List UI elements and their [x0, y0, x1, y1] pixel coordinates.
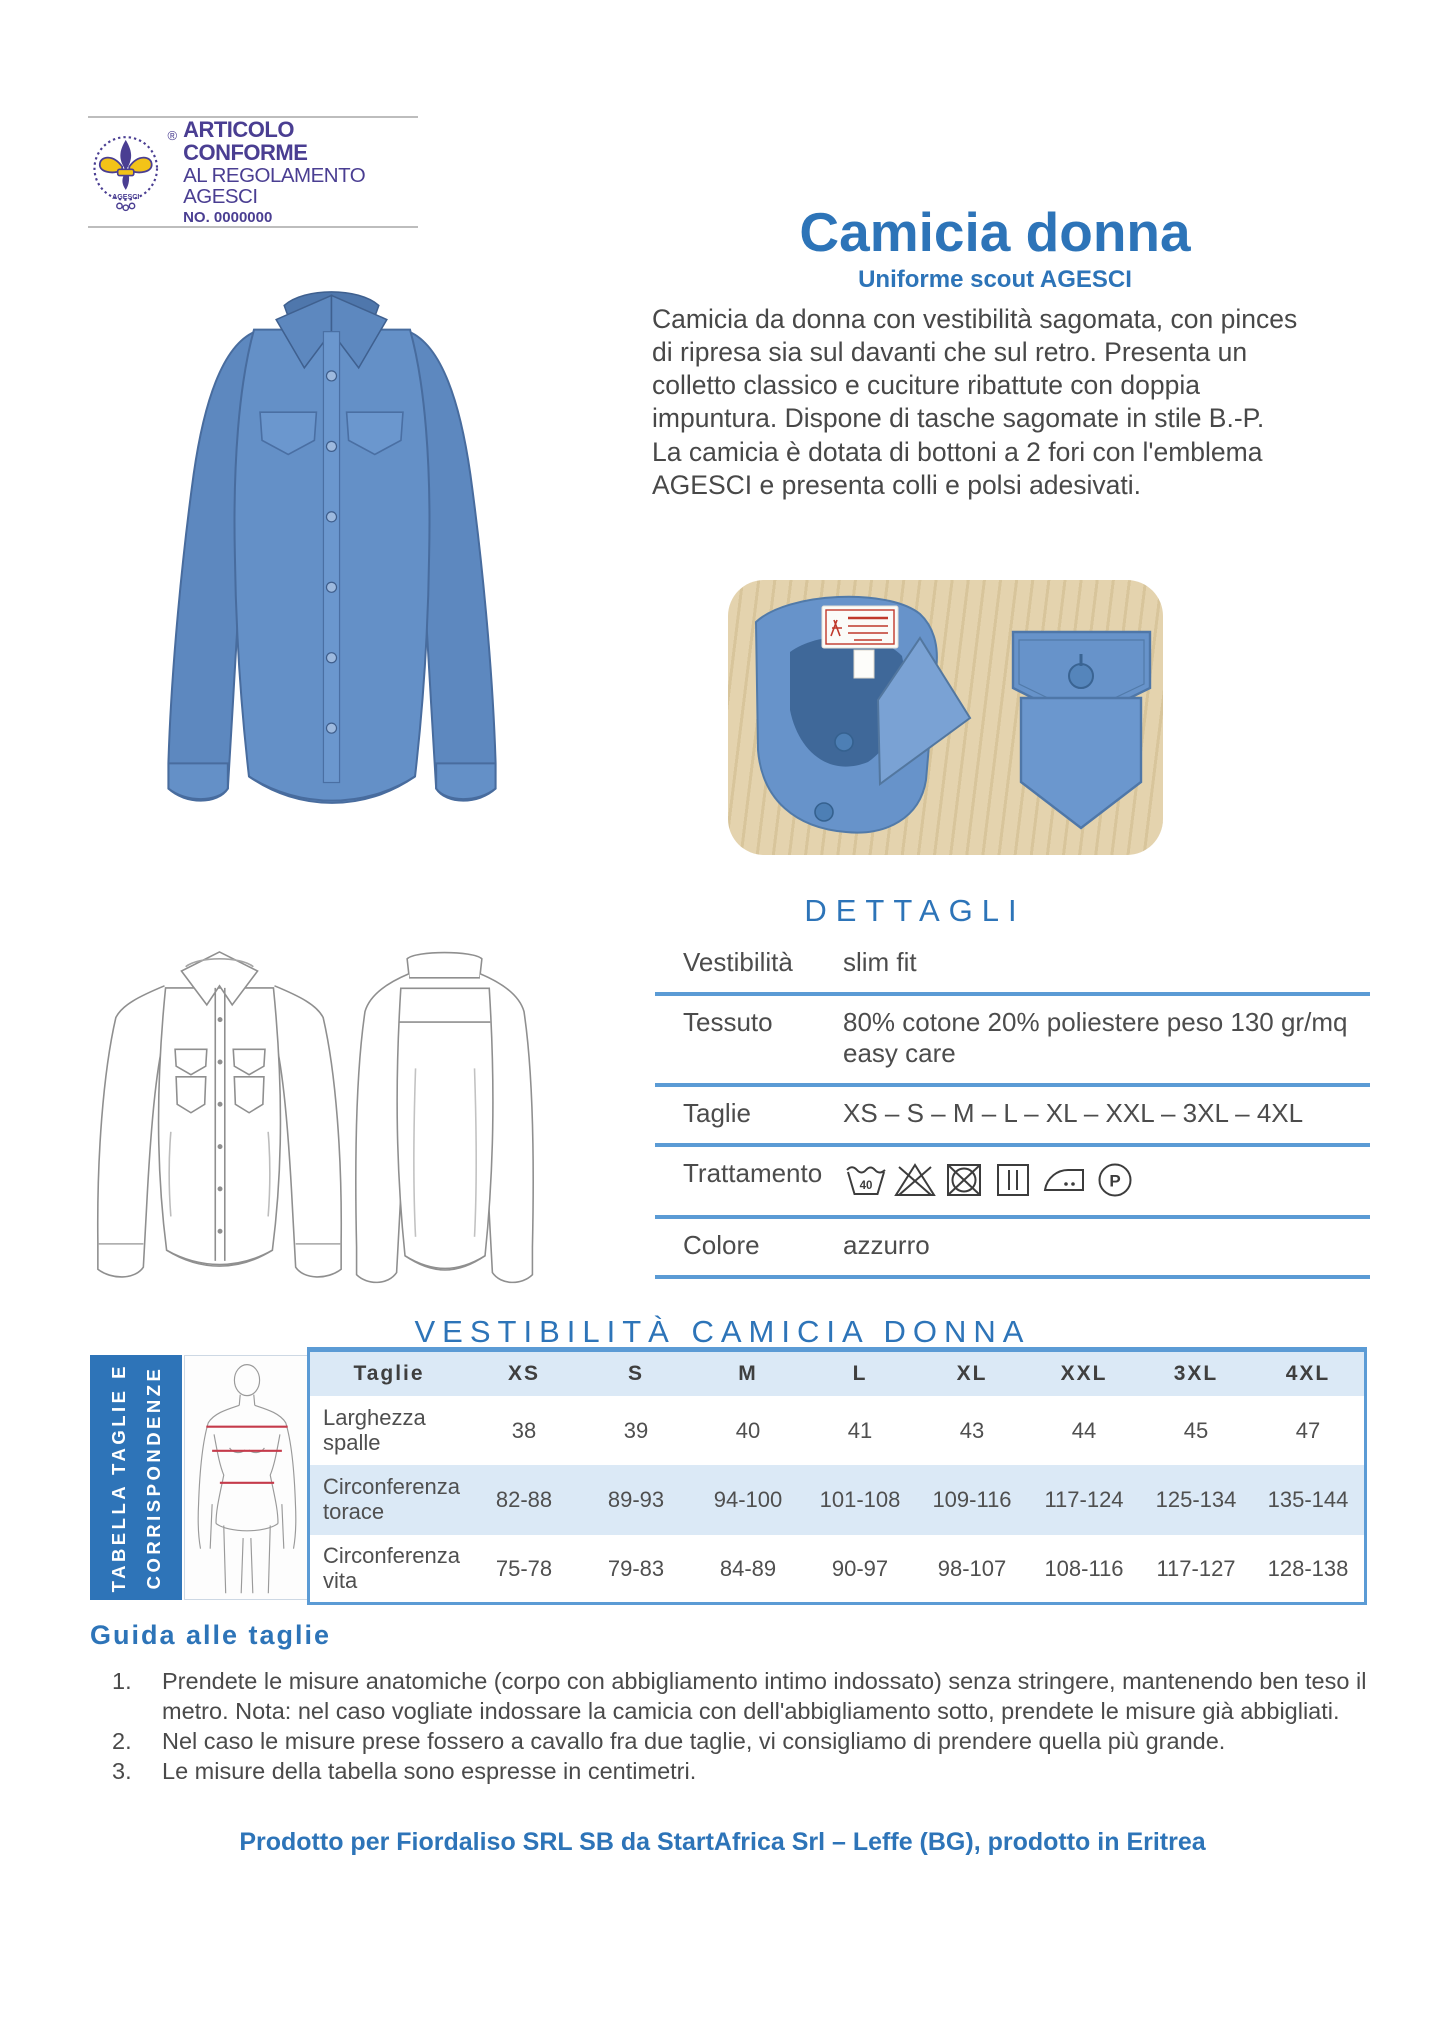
certification-text	[183, 118, 416, 226]
size-guide-item	[112, 1756, 1370, 1786]
details-row-taglie	[655, 1087, 1370, 1147]
details-label: Colore	[683, 1229, 760, 1260]
details-value: slim fit	[843, 947, 917, 977]
size-value: 108-116	[1028, 1535, 1140, 1602]
size-value: 79-83	[580, 1535, 692, 1602]
size-value: 38	[468, 1396, 580, 1465]
size-value: 43	[916, 1396, 1028, 1465]
drip-dry-icon	[990, 1158, 1036, 1202]
certification-box	[88, 116, 418, 228]
details-label: Vestibilità	[683, 947, 793, 977]
iron-icon	[1039, 1158, 1089, 1202]
list-number: 1.	[112, 1668, 132, 1694]
details-table	[655, 936, 1370, 1279]
list-text: Nel caso le misure prese fossero a cavallo fra due taglie, vi consigliamo di prendere quella più grande.	[162, 1728, 1226, 1755]
certification-line2: AL REGOLAMENTO AGESCI	[183, 163, 366, 209]
size-value: 98-107	[916, 1535, 1028, 1602]
size-col-header: XXL	[1028, 1352, 1140, 1396]
size-value: 125-134	[1140, 1465, 1252, 1535]
size-value: 82-88	[468, 1465, 580, 1535]
size-value: 75-78	[468, 1535, 580, 1602]
sidebar-vertical-label	[101, 1363, 171, 1592]
details-value: azzurro	[843, 1229, 930, 1260]
size-value: 117-127	[1140, 1535, 1252, 1602]
details-row-colore	[655, 1219, 1370, 1279]
wash-40-icon	[843, 1158, 889, 1202]
size-guide-item	[112, 1666, 1370, 1726]
list-text: Le misure della tabella sono espresse in centimetri.	[162, 1758, 697, 1785]
size-value: 128-138	[1252, 1535, 1364, 1602]
agesci-fleur-de-lis-icon	[90, 122, 161, 222]
size-value: 41	[804, 1396, 916, 1465]
certification-number: NO. 0000000	[183, 209, 273, 227]
do-not-tumble-dry-icon	[941, 1158, 987, 1202]
dry-clean-letter: P	[1109, 1171, 1121, 1191]
svg-text:AGESCI: AGESCI	[112, 192, 140, 201]
details-label: Tessuto	[683, 1006, 773, 1037]
sidebar-line-2: CORRISPONDENZE	[143, 1365, 164, 1590]
list-text: Prendete le misure anatomiche (corpo con abbigliamento intimo indossato) senza stringere, mantenendo ben teso il metro. Nota: nel caso vogliate indossare la camicia con dell'abbigliamento sotto, prendete le misure già abbigliati.	[162, 1668, 1367, 1725]
shirt-front-sketch	[82, 935, 357, 1300]
details-row-vestibilita	[655, 936, 1370, 996]
size-guide-heading: Guida alle taglie	[90, 1620, 332, 1650]
do-not-bleach-icon	[892, 1158, 938, 1202]
certification-line1: ARTICOLO CONFORME	[183, 117, 308, 166]
size-row-label: Circonferenza torace	[310, 1465, 468, 1535]
size-table-sidebar	[90, 1355, 182, 1600]
page-title: Camicia donna	[799, 201, 1191, 263]
product-photo-shirt	[122, 233, 542, 857]
size-col-header: L	[804, 1352, 916, 1396]
size-row-label: Circonferenza vita	[310, 1535, 468, 1602]
size-value: 39	[580, 1396, 692, 1465]
size-col-header: XS	[468, 1352, 580, 1396]
size-value: 89-93	[580, 1465, 692, 1535]
size-guide-list	[112, 1666, 1370, 1786]
body-measurement-figure	[184, 1355, 310, 1600]
care-symbols	[843, 1158, 1348, 1202]
size-value: 47	[1252, 1396, 1364, 1465]
details-value: 80% cotone 20% poliestere peso 130 gr/mq easy care	[843, 1006, 1348, 1069]
manufacturer-footer: Prodotto per Fiordaliso SRL SB da StartAfrica Srl – Leffe (BG), prodotto in Eritrea	[239, 1828, 1206, 1856]
shirt-back-sketch	[352, 942, 537, 1300]
size-value: 45	[1140, 1396, 1252, 1465]
details-row-tessuto	[655, 996, 1370, 1087]
size-value: 94-100	[692, 1465, 804, 1535]
details-heading: DETTAGLI	[804, 893, 1026, 928]
size-section-heading: VESTIBILITÀ CAMICIA DONNA	[414, 1314, 1031, 1349]
size-col-header: M	[692, 1352, 804, 1396]
size-col-header: S	[580, 1352, 692, 1396]
size-table	[307, 1347, 1367, 1605]
size-value: 135-144	[1252, 1465, 1364, 1535]
size-value: 90-97	[804, 1535, 916, 1602]
size-value: 44	[1028, 1396, 1140, 1465]
wash-temperature: 40	[859, 1179, 873, 1192]
sidebar-line-1: TABELLA TAGLIE E	[107, 1362, 129, 1593]
size-guide-item	[112, 1726, 1370, 1756]
size-value: 40	[692, 1396, 804, 1465]
details-label: Taglie	[683, 1098, 751, 1129]
size-col-header: Taglie	[310, 1352, 468, 1396]
details-row-trattamento	[655, 1147, 1370, 1219]
page-subtitle: Uniforme scout AGESCI	[858, 266, 1132, 293]
size-row-label: Larghezza spalle	[310, 1396, 468, 1465]
size-col-header: 3XL	[1140, 1352, 1252, 1396]
size-col-header: XL	[916, 1352, 1028, 1396]
detail-photo-collar-pocket	[728, 580, 1163, 855]
product-description: Camicia da donna con vestibilità sagomata, con pinces di ripresa sia sul davanti che sul retro. Presenta un colletto classico e cuciture ribattute con doppia impuntura. Dispone di tasche sagomate in stile B.-P. La camicia è dotata di bottoni a 2 fori con l'emblema AGESCI e presenta colli e polsi adesivati.	[652, 304, 1298, 500]
registered-trademark: ®	[167, 128, 178, 143]
size-col-header: 4XL	[1252, 1352, 1364, 1396]
size-value: 84-89	[692, 1535, 804, 1602]
details-label: Trattamento	[683, 1157, 823, 1188]
size-value: 117-124	[1028, 1465, 1140, 1535]
list-number: 2.	[112, 1728, 132, 1755]
dry-clean-p-icon	[1092, 1158, 1138, 1202]
details-value: XS – S – M – L – XL – XXL – 3XL – 4XL	[843, 1098, 1304, 1129]
size-value: 101-108	[804, 1465, 916, 1535]
list-number: 3.	[112, 1758, 132, 1785]
size-value: 109-116	[916, 1465, 1028, 1535]
